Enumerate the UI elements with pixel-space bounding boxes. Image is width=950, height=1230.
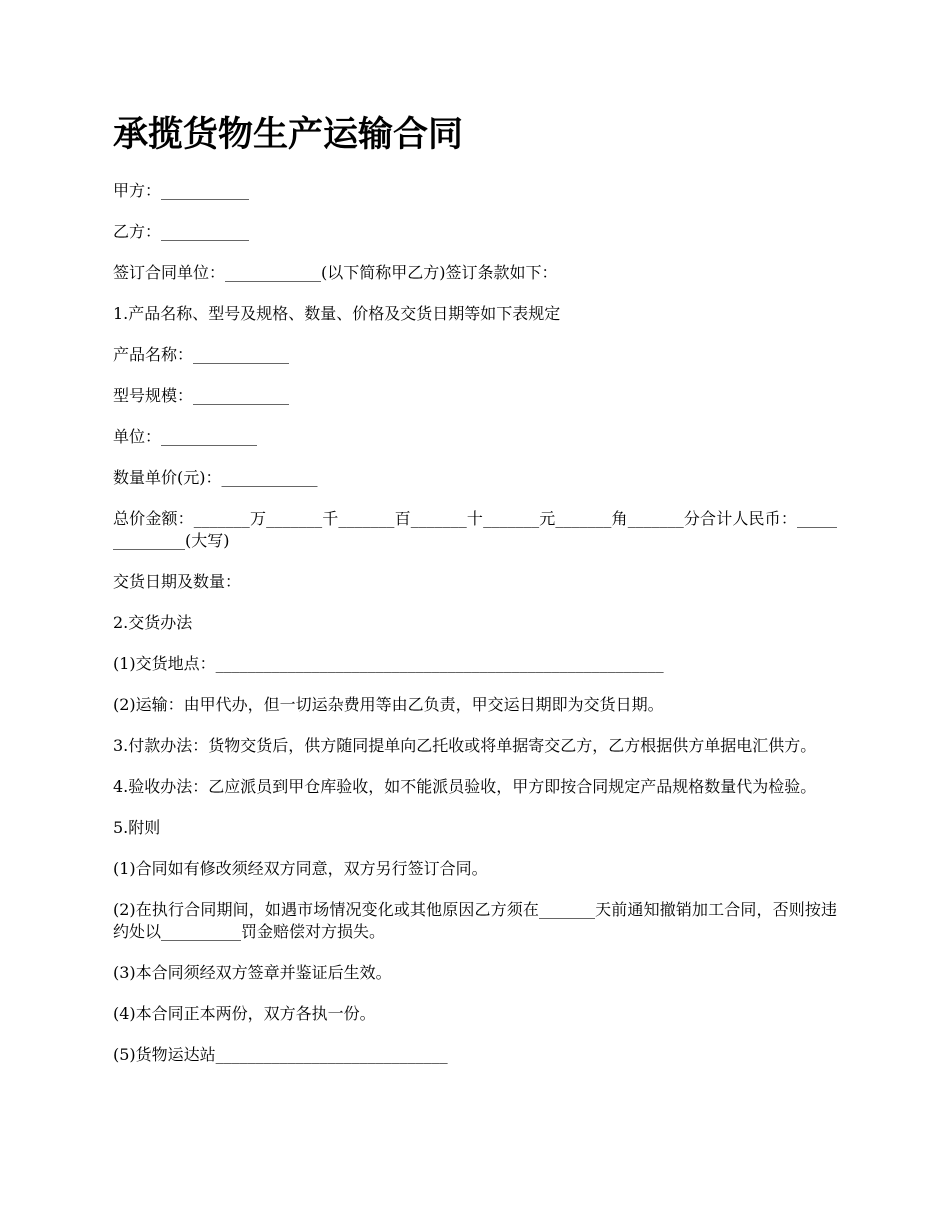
product-name-line: 产品名称：____________ <box>113 345 290 364</box>
amendment-clause: (1)合同如有修改须经双方同意，双方另行签订合同。 <box>113 859 488 878</box>
signing-unit-line: 签订合同单位：____________(以下简称甲乙方)签订条款如下： <box>113 263 558 282</box>
model-spec-line: 型号规模：____________ <box>113 386 290 405</box>
section-2-heading: 2.交货办法 <box>113 613 193 632</box>
copies-clause: (4)本合同正本两份，双方各执一份。 <box>113 1004 376 1023</box>
delivery-date-line: 交货日期及数量： <box>113 572 242 591</box>
total-amount-line: 总价金额：_______万_______千_______百_______十_______元_______角_______分合计人民币：______________(大写) <box>113 509 837 550</box>
payment-clause: 3.付款办法：货物交货后，供方随同提单向乙托收或将单据寄交乙方，乙方根据供方单据电汇供方。 <box>113 736 817 755</box>
document-title: 承揽货物生产运输合同 <box>113 114 464 155</box>
destination-station-line: (5)货物运达站_____________________________ <box>113 1045 448 1064</box>
document-page <box>113 110 837 1085</box>
effectiveness-clause: (3)本合同须经双方签章并鉴证后生效。 <box>113 963 392 982</box>
inspection-clause: 4.验收办法：乙应派员到甲仓库验收，如不能派员验收，甲方即按合同规定产品规格数量代为检验。 <box>113 777 817 796</box>
transport-clause: (2)运输：由甲代办，但一切运杂费用等由乙负责，甲交运日期即为交货日期。 <box>113 695 664 714</box>
termination-clause: (2)在执行合同期间，如遇市场情况变化或其他原因乙方须在_______天前通知撤销加工合同，否则按违约处以__________罚金赔偿对方损失。 <box>113 900 837 941</box>
section-5-heading: 5.附则 <box>113 818 161 837</box>
party-b-line: 乙方：___________ <box>113 222 250 241</box>
delivery-location-line: (1)交货地点：________________________________________________________ <box>113 654 664 673</box>
party-a-line: 甲方：___________ <box>113 181 250 200</box>
section-1-heading: 1.产品名称、型号及规格、数量、价格及交货日期等如下表规定 <box>113 304 561 323</box>
quantity-price-line: 数量单价(元)：____________ <box>113 468 318 487</box>
unit-line: 单位：____________ <box>113 427 258 446</box>
